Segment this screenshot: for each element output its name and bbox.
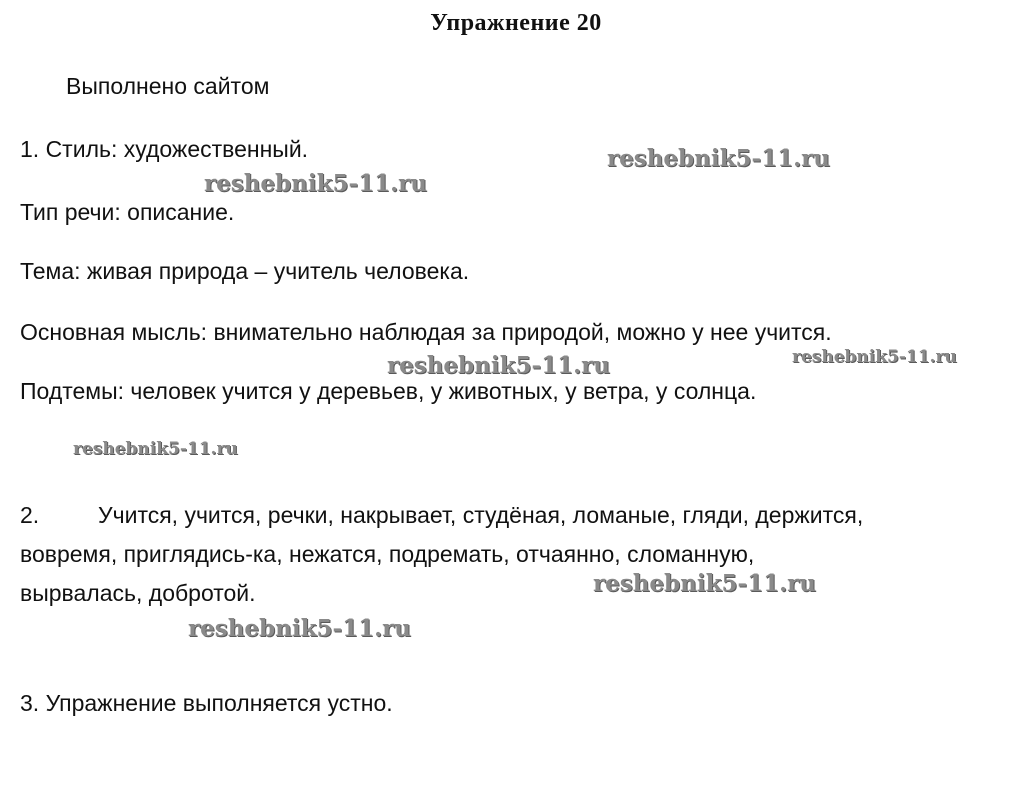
section2-number: 2. (20, 502, 40, 528)
watermark: reshebnik5-11.ru (387, 352, 610, 379)
intro-text: Выполнено сайтом (66, 73, 270, 99)
watermark: reshebnik5-11.ru (792, 347, 957, 367)
watermark: reshebnik5-11.ru (607, 145, 830, 172)
section2-line1 (20, 502, 863, 530)
section2-line2: вовремя, приглядись-ка, нежатся, подремать, отчаянно, сломанную, (20, 541, 755, 567)
watermark: reshebnik5-11.ru (204, 170, 427, 197)
style-line: 1. Стиль: художественный. (20, 136, 309, 162)
speech-type-line: Тип речи: описание. (20, 199, 235, 225)
section2-line3: вырвалась, добротой. (20, 580, 256, 606)
subthemes-line: Подтемы: человек учится у деревьев, у животных, у ветра, у солнца. (20, 378, 757, 404)
watermark: reshebnik5-11.ru (73, 439, 238, 459)
section2-words-line1: Учится, учится, речки, накрывает, студёная, ломаные, гляди, держится, (98, 502, 864, 528)
section3-line: 3. Упражнение выполняется устно. (20, 690, 393, 716)
main-idea-line: Основная мысль: внимательно наблюдая за природой, можно у нее учится. (20, 319, 832, 345)
watermark: reshebnik5-11.ru (188, 615, 411, 642)
page-title: Упражнение 20 (430, 10, 602, 36)
watermark: reshebnik5-11.ru (593, 570, 816, 597)
theme-line: Тема: живая природа – учитель человека. (20, 258, 470, 284)
